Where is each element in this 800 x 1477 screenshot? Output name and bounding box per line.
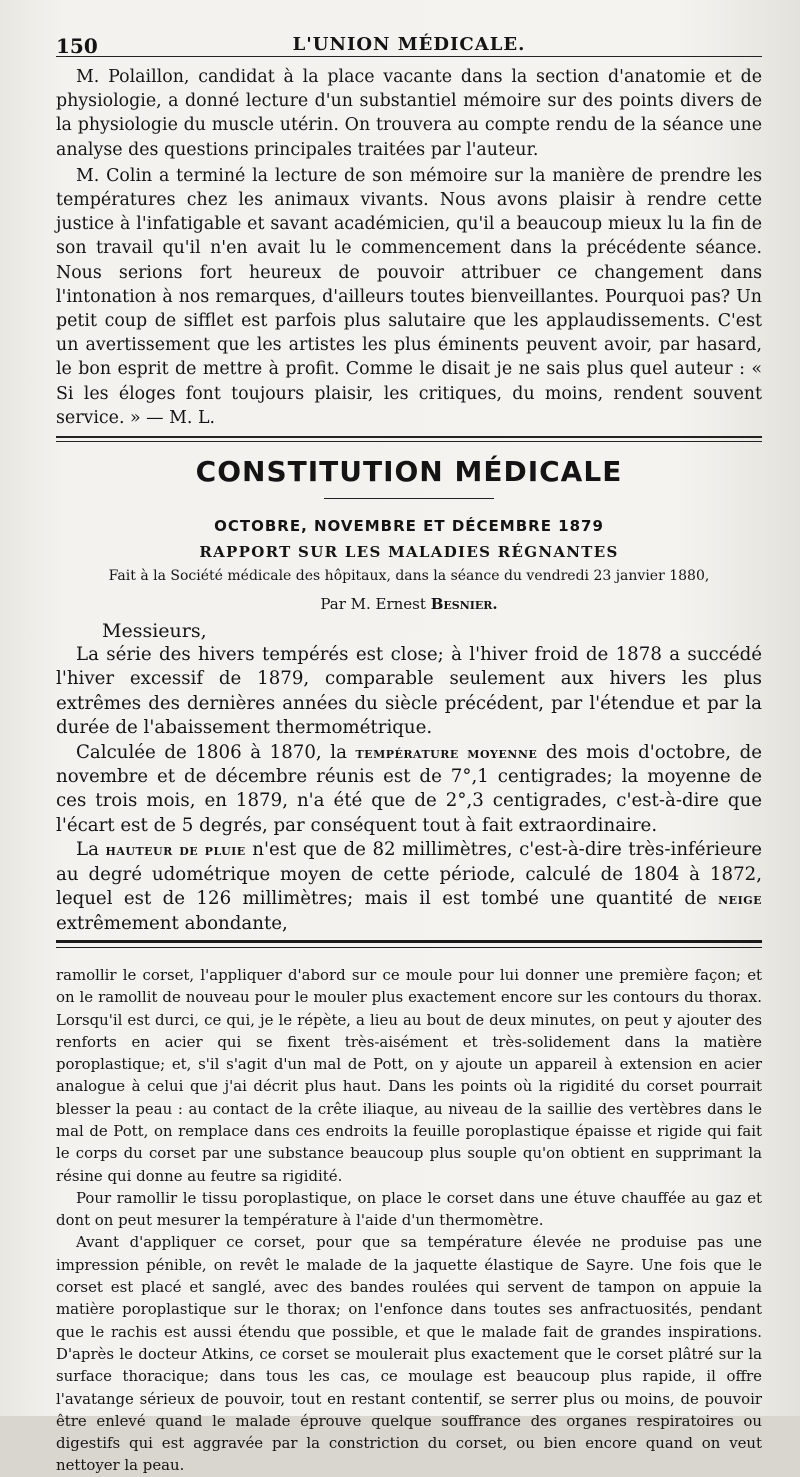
text-run: des mois d'octobre, de novembre et de décembre réunis est de 7°,1 centigrades; la moyenne de ces trois mois, en 1879, n'a été que de 2°,3 centigrades, c'est-à-dire que l'écart est de 5 degrés, par conséquent tout à fait extraordinaire. — [56, 741, 762, 836]
body-paragraph-winters: La série des hivers tempérés est close; à l'hiver froid de 1878 a succédé l'hiver excessif de 1879, comparable seulement aux hivers les plus extrêmes des dernières années du siècle précédent, par l'étendue et par la durée de l'abaissement thermométrique. — [56, 644, 762, 739]
section-divider — [56, 436, 762, 442]
body-paragraph-rainfall — [56, 838, 762, 936]
small-caps-term: neige — [718, 890, 762, 909]
colin-paragraph: M. Colin a terminé la lecture de son mémoire sur la manière de prendre les températures chez les animaux vivants. Nous avons plaisir à rendre cette justice à l'infatigable et savant académicien, qu'il a beaucoup mieux lu la fin de son travail qu'il n'en avait lu le commencement dans la précédente séance. Nous serions fort heureux de pouvoir attribuer ce changement dans l'intonation à nos remarques, d'ailleurs toutes bienveillantes. Pourquoi pas? Un petit coup de sifflet est parfois plus salutaire que les applaudissements. C'est un avertissement que les artistes les plus éminents peuvent avoir, par hasard, le bon esprit de mettre à profit. Comme le disait je ne sais plus quel auteur : « Si les éloges font toujours plaisir, les critiques, du moins, rendent souvent service. » — M. L. — [56, 165, 762, 428]
report-title: RAPPORT SUR LES MALADIES RÉGNANTES — [199, 543, 619, 562]
running-header — [56, 22, 762, 57]
page-number: 150 — [56, 34, 98, 58]
author-prefix: Par M. Ernest — [320, 595, 431, 614]
text-run: n'est que de 82 millimètres, c'est-à-dire très-inférieure au degré udométrique moyen de cette période, calculé de 1804 à 1872, lequel est de 126 millimètres; mais il est tombé une quantité de — [56, 839, 762, 910]
feuilleton-paragraph: ramollir le corset, l'appliquer d'abord sur ce moule pour lui donner une première façon; et on le ramollit de nouveau pour le mouler plus exactement encore sur les contours du thorax. Lorsqu'il est durci, ce qui, je le répète, a lieu au bout de deux minutes, on peut y ajouter des renforts en acier qui se fixent très-aisément et très-solidement dans la matière poroplastique; et, s'il s'agit d'un mal de Pott, on y ajoute un appareil à extension en acier analogue à celui que j'ai décrit plus haut. Dans les points où la rigidité du corset pourrait blesser la peau : au contact de la crête iliaque, au niveau de la saillie des vertèbres dans le mal de Pott, on remplace dans ces endroits la feuille poroplastique épaisse et rigide qui fait le corps du corset par une substance beaucoup plus souple qu'on obtient en supprimant la résine qui donne au feutre sa rigidité. — [56, 965, 762, 1185]
text-run: Calculée de 1806 à 1870, la — [76, 741, 356, 763]
journal-title: L'UNION MÉDICALE. — [292, 34, 526, 55]
academy-report — [56, 65, 762, 430]
feuilleton-section — [56, 964, 762, 1477]
constitution-medicale-section — [56, 456, 762, 936]
salutation: Messieurs, — [102, 620, 207, 643]
author-line — [56, 595, 762, 613]
text-run: extrêmement abondante, — [56, 912, 288, 934]
section-period: OCTOBRE, NOVEMBRE ET DÉCEMBRE 1879 — [214, 517, 604, 536]
text-run: La — [76, 839, 106, 861]
small-caps-term: hauteur de pluie — [105, 841, 246, 860]
title-underline — [324, 498, 494, 499]
polaillon-paragraph: M. Polaillon, candidat à la place vacante dans la section d'anatomie et de physiologie, a donné lecture d'un substantiel mémoire sur des points divers de la physiologie du muscle utérin. On trouvera au compte rendu de la séance une analyse des questions principales traitées par l'auteur. — [56, 67, 762, 160]
feuilleton-divider — [56, 940, 762, 948]
feuilleton-paragraph: Pour ramollir le tissu poroplastique, on place le corset dans une étuve chauffée au gaz et dont on peut mesurer la température à l'aide d'un thermomètre. — [56, 1188, 762, 1230]
section-title: CONSTITUTION MÉDICALE — [195, 455, 623, 489]
author-name: Besnier. — [430, 595, 498, 614]
small-caps-term: température moyenne — [355, 743, 538, 762]
body-paragraph-temperature — [56, 741, 762, 839]
feuilleton-paragraph: Avant d'appliquer ce corset, pour que sa température élevée ne produise pas une impression pénible, on revêt le malade de la jaquette élastique de Sayre. Une fois que le corset est placé et sanglé, avec des bandes roulées qui servent de tampon on appuie la matière poroplastique sur le thorax; on l'enfonce dans toutes ses anfractuosités, pendant que le rachis est aussi étendu que possible, et que le malade fait de grandes inspirations. D'après le docteur Atkins, ce corset se moulerait plus exactement que le corset plâtré sur la surface thoracique; dans tous les cas, ce moulage est beaucoup plus rapide, il offre l'avatange sérieux de pouvoir, tout en restant contentif, se serrer plus ou moins, de pouvoir être enlevé quand le malade éprouve quelque souffrance des organes respiratoires ou digestifs qui est aggravée par la constriction du corset, ou bien encore quand on veut nettoyer la peau. — [56, 1233, 762, 1475]
report-note: Fait à la Société médicale des hôpitaux, dans la séance du vendredi 23 janvier 1880, — [108, 568, 710, 585]
